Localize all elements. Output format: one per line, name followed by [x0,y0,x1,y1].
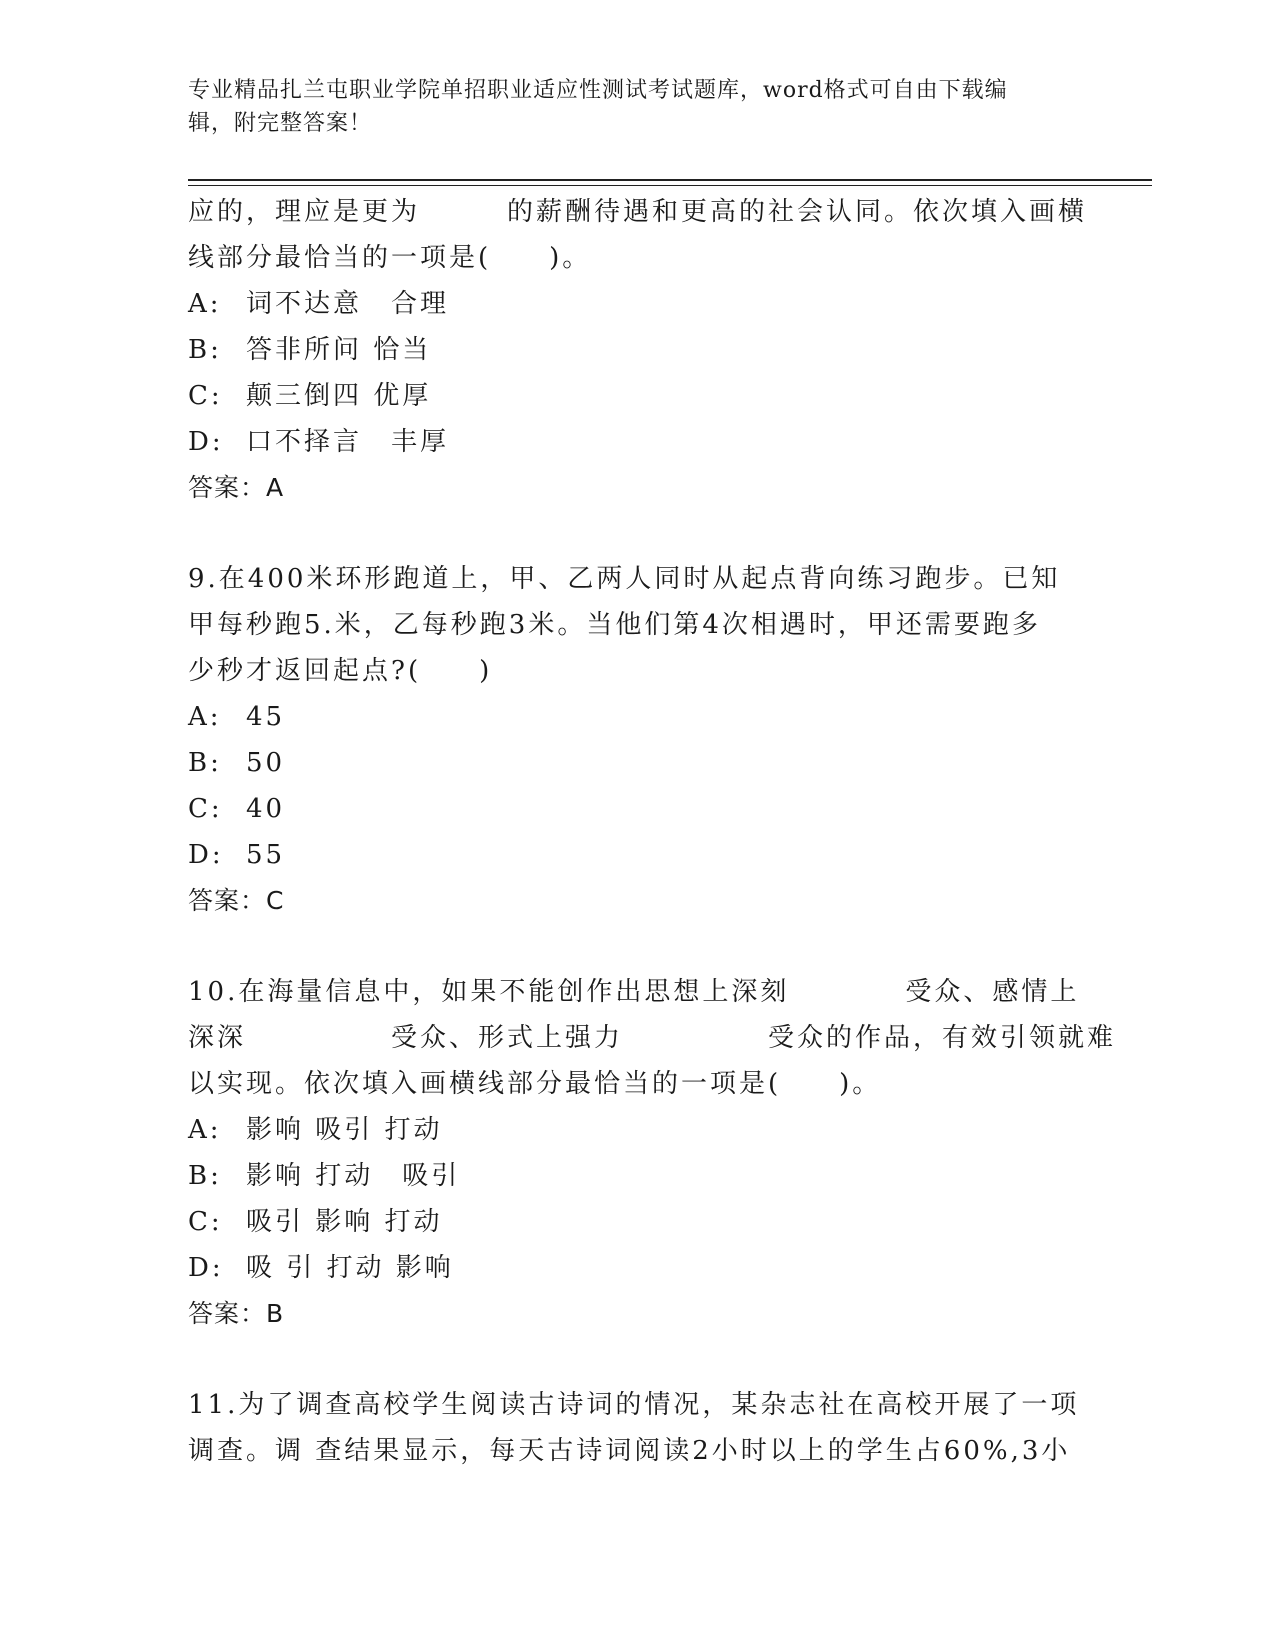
option-letter: A: [188,1115,222,1145]
option-text: 吸引 影响 打动 [246,1207,443,1237]
option-text: 55 [246,840,286,870]
question-text-line: 深深 受众、形式上强力 受众的作品，有效引领就难 [188,1023,1117,1053]
question-text-line: 以实现。依次填入画横线部分最恰当的一项是( )。 [188,1069,882,1099]
option-text: 45 [246,702,286,732]
option-a [188,1107,1088,1153]
option-d [188,1245,1088,1291]
option-c [188,373,1088,419]
option-a [188,694,1088,740]
header-divider-thin [188,185,1152,186]
question-10 [188,969,1117,1337]
option-text: 吸 引 打动 影响 [246,1253,454,1283]
answer-label: 答案：B [188,1299,285,1328]
option-b [188,327,1088,373]
header-divider-thick [188,179,1152,181]
option-letter: D: [188,1253,224,1283]
option-a [188,281,1088,327]
header-line-1: 专业精品扎兰屯职业学院单招职业适应性测试考试题库，word格式可自由下载编 [188,78,1008,103]
spacer [188,511,1088,556]
spacer [188,1337,1088,1382]
header-line-2: 辑，附完整答案！ [188,111,373,136]
option-text: 词不达意 合理 [246,289,450,319]
option-letter: C: [188,381,223,411]
option-d [188,832,1088,878]
question-text-line: 10.在海量信息中，如果不能创作出思想上深刻 受众、感情上 [188,977,1080,1007]
option-text: 答非所问 恰当 [246,335,432,365]
question-9 [188,556,1088,924]
option-letter: B: [188,335,222,365]
option-c [188,786,1088,832]
option-text: 影响 打动 吸引 [246,1161,461,1191]
question-8 [188,189,1088,511]
option-letter: A: [188,289,222,319]
option-d [188,419,1088,465]
question-11 [188,1382,1088,1474]
question-text-line: 少秒才返回起点?( ) [188,656,493,686]
spacer [188,924,1088,969]
option-letter: D: [188,427,224,457]
question-text-line: 应的，理应是更为 的薪酬待遇和更高的社会认同。依次填入画横 [188,197,1088,227]
document-body [188,189,1117,1474]
question-text-line: 甲每秒跑5.米，乙每秒跑3米。当他们第4次相遇时，甲还需要跑多 [188,610,1041,640]
option-letter: C: [188,794,223,824]
option-letter: B: [188,748,222,778]
option-b [188,740,1088,786]
option-c [188,1199,1088,1245]
option-b [188,1153,1088,1199]
page-header [188,74,1068,140]
option-text: 口不择言 丰厚 [246,427,450,457]
question-text-line: 9.在400米环形跑道上，甲、乙两人同时从起点背向练习跑步。已知 [188,564,1061,594]
question-text-line: 11.为了调查高校学生阅读古诗词的情况，某杂志社在高校开展了一项 [188,1390,1080,1420]
option-letter: D: [188,840,224,870]
question-text-line: 线部分最恰当的一项是( )。 [188,243,592,273]
option-letter: B: [188,1161,222,1191]
option-letter: C: [188,1207,223,1237]
option-text: 颠三倒四 优厚 [246,381,432,411]
question-text-line: 调查。调 查结果显示，每天古诗词阅读2小时以上的学生占60%,3小 [188,1436,1071,1466]
option-text: 影响 吸引 打动 [246,1115,443,1145]
option-text: 50 [246,748,286,778]
answer-label: 答案：A [188,473,285,502]
option-letter: A: [188,702,222,732]
answer-label: 答案：C [188,886,285,915]
option-text: 40 [246,794,286,824]
